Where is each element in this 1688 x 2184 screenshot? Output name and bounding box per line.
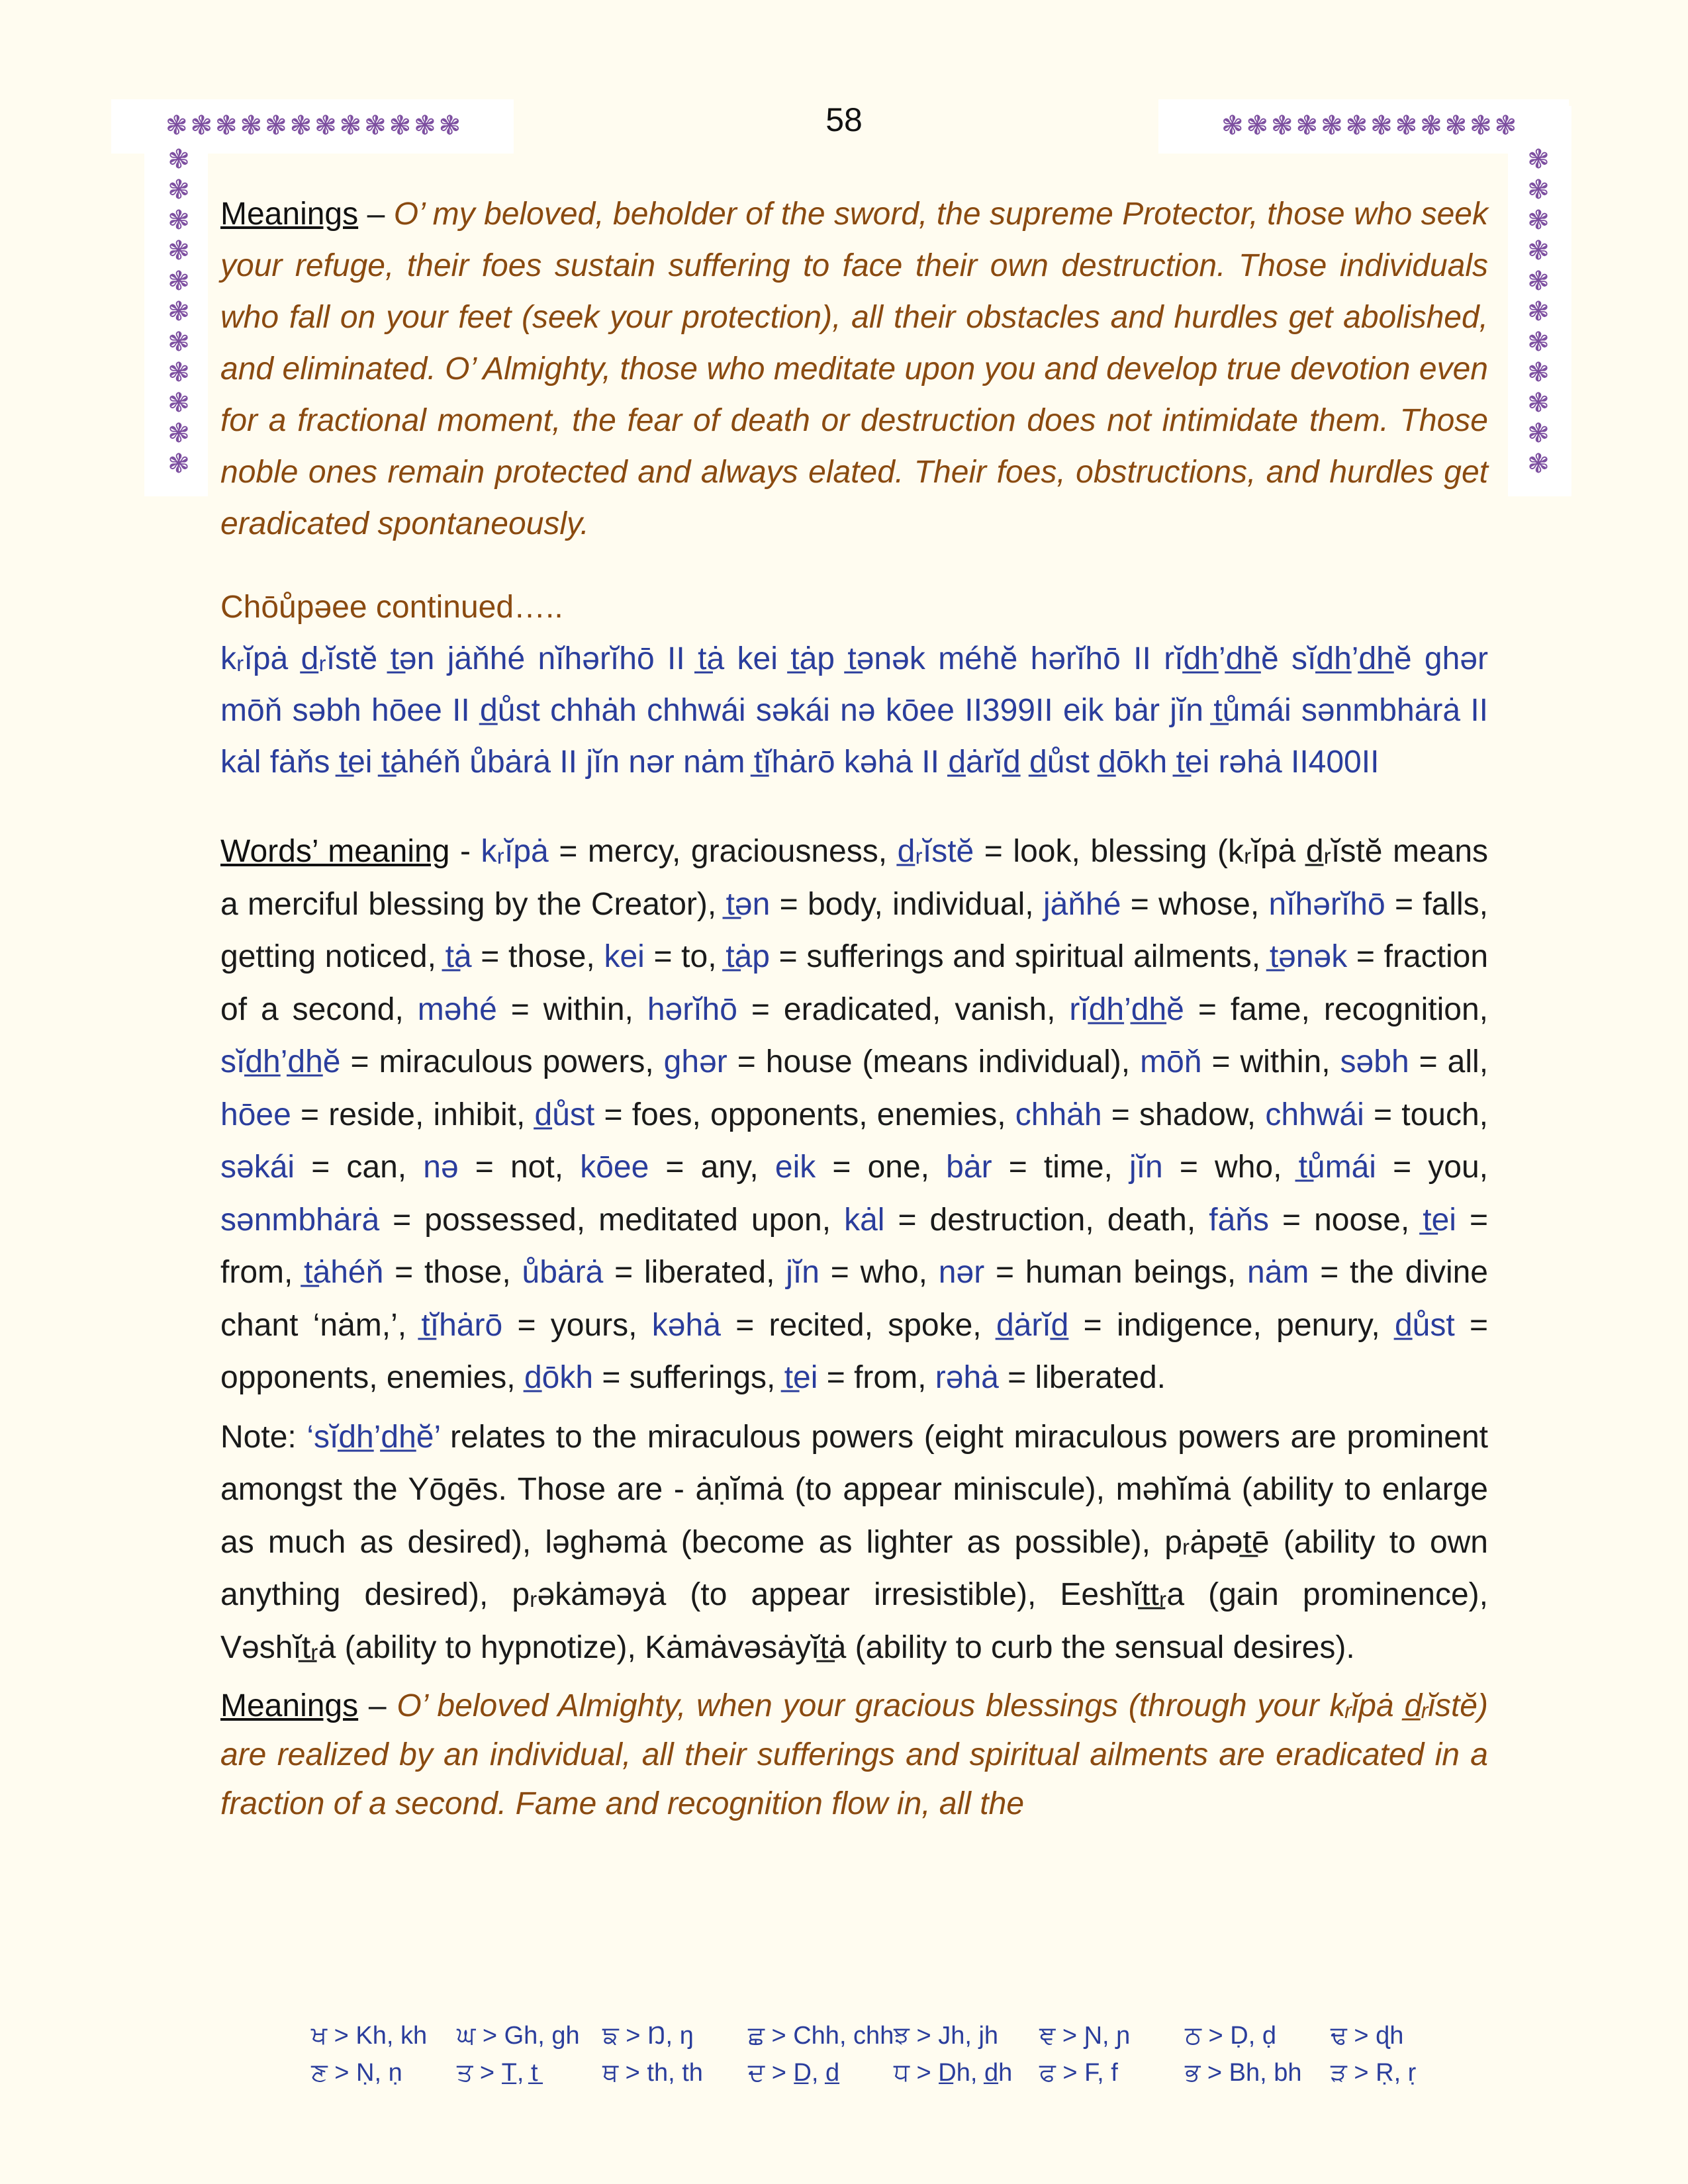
word-term: kei (604, 939, 645, 974)
legend-item: ਧ > D̲h, d̲h (894, 2059, 1013, 2087)
word-term: jĭn (1129, 1150, 1163, 1185)
words-meaning-paragraph (220, 825, 1488, 1404)
legend-item: ਞ > Ɲ, ɲ (1039, 2022, 1131, 2050)
page-content (220, 189, 1488, 1827)
word-definition: = noose, (1268, 1202, 1423, 1238)
word-definition: = body, individual, (770, 886, 1043, 922)
word-term: sĭd̲h̲’d̲h̲ĕ (220, 1044, 341, 1079)
ornament-glyph: ❃ (1527, 236, 1550, 266)
word-term: nər (938, 1255, 985, 1290)
word-definition: = not, (458, 1150, 581, 1185)
ornament-glyph: ❃ (1527, 144, 1550, 175)
word-definition: = you, (1376, 1150, 1489, 1185)
word-definition: = to, (644, 939, 726, 974)
word-definition: = eradicated, vanish, (737, 991, 1070, 1027)
word-term: ghər (663, 1044, 727, 1079)
word-definition: = one, (816, 1150, 947, 1185)
ornament-glyph: ❃ (167, 357, 190, 388)
word-definition: = house (means individual), (727, 1044, 1141, 1079)
word-definition: = destruction, death, (884, 1202, 1209, 1238)
word-term: chhwái (1265, 1097, 1364, 1132)
word-definition: = miraculous powers, (340, 1044, 664, 1079)
page-number: 58 (825, 101, 863, 138)
word-term: fȧňs (1209, 1202, 1269, 1238)
legend-item: ਥ > th, th (602, 2059, 703, 2087)
word-term: rəhȧ (935, 1360, 999, 1395)
word-definition: = fame, recognition, (1184, 991, 1489, 1027)
meanings-text-2: O’ beloved Almighty, when your gracious blessings (through your kᵣĭpȧ d̲ᵣĭstĕ) are realized by an individual, all their sufferings and spiritual ailments are eradicated in a fraction of a second. Fame and recognition flow in, all the (220, 1688, 1488, 1821)
meanings-paragraph (220, 189, 1488, 550)
ornament-glyph: ❃ (1527, 175, 1550, 205)
word-term: d̲ōkh (524, 1360, 594, 1395)
ornament-glyph: ❃ (167, 418, 190, 449)
word-term: bȧr (946, 1150, 992, 1185)
word-term: səkái (220, 1150, 295, 1185)
word-definition: = who, (1162, 1150, 1299, 1185)
word-term: d̲ůst (534, 1097, 595, 1132)
note-paragraph (220, 1411, 1488, 1674)
legend-item: ੜ > Ṛ, ṛ (1331, 2059, 1417, 2087)
ornament-glyph: ❃ (1527, 449, 1550, 479)
meanings-label-2: Meanings (220, 1688, 359, 1723)
legend-item: ਣ > Ṇ, ṇ (311, 2059, 402, 2087)
word-term: kəhȧ (651, 1307, 721, 1343)
word-definition: = touch, (1364, 1097, 1489, 1132)
word-term: chhȧh (1015, 1097, 1102, 1132)
word-definition: = yours, (502, 1307, 652, 1343)
word-definition: = recited, spoke, (720, 1307, 996, 1343)
word-term: hōee (220, 1097, 291, 1132)
word-term: jȧňhé (1043, 886, 1121, 922)
word-term: t̲ĭhȧrō (421, 1307, 503, 1343)
word-term: t̲ȧ (445, 939, 472, 974)
legend-item: ਭ > Bh, bh (1185, 2059, 1302, 2087)
word-term: mōň (1140, 1044, 1202, 1079)
ornament-glyph: ❃ (167, 236, 190, 266)
word-term: t̲ůmái (1298, 1150, 1376, 1185)
word-term: t̲ei (1423, 1202, 1456, 1238)
word-definition: = from, (220, 1202, 1489, 1290)
meanings-text: O’ my beloved, beholder of the sword, the supreme Protector, those who seek your refuge, their foes sustain suffering to face their own destruction. Those individuals who fall on your feet (seek your protection), all their obstacles and hurdles get abolished, and eliminated. O’ Almighty, those who meditate upon you and develop true devotion even for a fractional moment, the fear of death or destruction does not intimidate them. Those noble ones remain protected and always elated. Their foes, obstructions, and hurdles get eradicated spontaneously. (220, 197, 1488, 541)
word-term: t̲ȧp (726, 939, 770, 974)
ornament-glyph: ❃ (1527, 205, 1550, 236)
ornament-glyph: ❃ (1527, 296, 1550, 327)
word-term: eik (774, 1150, 816, 1185)
word-definition: = sufferings, (593, 1360, 784, 1395)
word-definition: = within, (496, 991, 647, 1027)
word-definition: = who, (819, 1255, 939, 1290)
words-meaning-dash: - (449, 834, 481, 869)
word-definition: = within, (1201, 1044, 1340, 1079)
word-definition: = foes, opponents, enemies, (594, 1097, 1015, 1132)
word-definition: = those, (383, 1255, 522, 1290)
word-definition: = human beings, (984, 1255, 1248, 1290)
word-definition: = any, (649, 1150, 775, 1185)
word-term: kȧl (844, 1202, 885, 1238)
legend-row-2 (311, 2054, 1503, 2091)
legend-item: ਠ > Ḍ, ḍ (1185, 2022, 1276, 2050)
note-text: relates to the miraculous powers (eight miraculous powers are prominent amongst the Yōgēs. Those are - ȧṇĭmȧ (to appear miniscule), məhĭmȧ (ability to enlarge as much as desired), ləghəmȧ (become as lighter as possible), pᵣȧpət̲ē (ability to own anything desired), pᵣəkȧməyȧ (to appear irresistible), Eeshĭt̲t̲ᵣa (gain prominence), Vəshĭt̲ᵣȧ (ability to hypnotize), Kȧmȧvəsȧyĭt̲ȧ (ability to curb the sensual desires). (220, 1419, 1489, 1665)
legend-item: ਘ > Gh, gh (457, 2022, 580, 2050)
word-definition: = indigence, penury, (1068, 1307, 1395, 1343)
word-definition: = those, (471, 939, 604, 974)
note-label: Note: (220, 1419, 307, 1455)
word-term: səbh (1340, 1044, 1409, 1079)
ornament-glyph: ❃ (167, 266, 190, 296)
word-term: nĭhərĭhō (1268, 886, 1385, 922)
word-term: məhé (417, 991, 497, 1027)
legend-item: ਫ > F, f (1039, 2059, 1118, 2087)
word-term: sənmbhȧrȧ (220, 1202, 380, 1238)
meanings-paragraph-2 (220, 1682, 1488, 1827)
ornament-glyph: ❃ (1527, 388, 1550, 418)
meanings-dash: – (358, 197, 394, 232)
word-term: d̲ᵣĭstĕ (897, 834, 974, 869)
word-definition: = look, blessing (kᵣĭpȧ d̲ᵣĭstĕ means a merciful blessing by the Creator), (220, 834, 1489, 922)
word-term: d̲ůst (1394, 1307, 1455, 1343)
word-definition: = liberated, (603, 1255, 786, 1290)
legend-item: ਤ > T̲, t̲ (457, 2059, 538, 2087)
legend-item: ਖ > Kh, kh (311, 2022, 428, 2050)
ornament-row-right: ❃❃❃❃❃❃❃❃❃❃❃❃ (1221, 111, 1520, 141)
word-term: ůbȧrȧ (522, 1255, 604, 1290)
legend-item: ਝ > Jh, jh (894, 2022, 999, 2050)
word-definition: = liberated. (998, 1360, 1166, 1395)
word-term: t̲ei (784, 1360, 818, 1395)
word-definition: = all, (1409, 1044, 1489, 1079)
ornament-row-left: ❃❃❃❃❃❃❃❃❃❃❃❃ (165, 111, 464, 141)
word-term: t̲ənək (1269, 939, 1348, 974)
word-term: kōee (580, 1150, 649, 1185)
ornament-column-right (1524, 144, 1553, 479)
ornament-glyph: ❃ (167, 144, 190, 175)
legend-item: ਛ > Chh, chh (748, 2022, 894, 2050)
word-term: nə (423, 1150, 459, 1185)
word-term: nȧm (1247, 1255, 1309, 1290)
word-term: hərĭhō (647, 991, 737, 1027)
ornament-glyph: ❃ (1527, 327, 1550, 357)
word-definition: = whose, (1121, 886, 1269, 922)
words-meaning-label: Words’ meaning (220, 834, 450, 869)
ornament-glyph: ❃ (167, 205, 190, 236)
word-definition: = time, (992, 1150, 1130, 1185)
word-definition: = can, (295, 1150, 424, 1185)
word-definition: = mercy, graciousness, (548, 834, 898, 869)
ornament-glyph: ❃ (167, 449, 190, 479)
chaupai-verse: kᵣĭpȧ d̲ᵣĭstĕ t̲ən jȧňhé nĭhərĭhō II t̲ȧ kei t̲ȧp t̲ənək méhĕ hərĭhō II rĭd̲h̲’d̲h̲ĕ sĭd̲h̲’d̲h̲ĕ ghər mōň səbh hōee II d̲ůst chhȧh chhwái səkái nə kōee II399II eik bȧr jĭn t̲ůmái sənmbhȧrȧ II kȧl fȧňs t̲ei t̲ȧhéň ůbȧrȧ II jĭn nər nȧm t̲ĭhȧrō kəhȧ II d̲ȧrĭd̲ d̲ůst d̲ōkh t̲ei rəhȧ II400II (220, 641, 1488, 780)
legend-item: ਢ > ɖh (1331, 2022, 1404, 2050)
note-term: ‘sĭd̲h̲’d̲h̲ĕ’ (306, 1419, 440, 1455)
legend-item: ਙ > Ŋ, ŋ (602, 2022, 694, 2050)
meanings-label: Meanings (220, 197, 359, 232)
word-term: t̲ən (726, 886, 771, 922)
word-definition: = falls, getting noticed, (220, 886, 1489, 974)
ornament-column-left (164, 144, 193, 479)
word-definition: = reside, inhibit, (291, 1097, 535, 1132)
ornament-glyph: ❃ (167, 175, 190, 205)
word-definition: = sufferings and spiritual ailments, (769, 939, 1270, 974)
word-definition: = from, (818, 1360, 935, 1395)
legend-row-1 (311, 2017, 1503, 2054)
ornament-glyph: ❃ (167, 388, 190, 418)
meanings-dash-2: – (358, 1688, 397, 1723)
word-term: d̲ȧrĭd̲ (996, 1307, 1069, 1343)
word-definition: = shadow, (1102, 1097, 1266, 1132)
chaupai-heading: Chōůpəee continued….. (220, 590, 563, 625)
word-term: jĭn (786, 1255, 820, 1290)
word-definition: = fraction of a second, (220, 939, 1489, 1027)
word-definition: = possessed, meditated upon, (379, 1202, 845, 1238)
ornament-glyph: ❃ (167, 327, 190, 357)
ornament-glyph: ❃ (167, 296, 190, 327)
word-term: t̲ȧhéň (304, 1255, 384, 1290)
transliteration-legend (311, 2017, 1503, 2091)
word-term: kᵣĭpȧ (481, 834, 549, 869)
ornament-glyph: ❃ (1527, 266, 1550, 296)
word-definition: = opponents, enemies, (220, 1307, 1489, 1395)
ornament-glyph: ❃ (1527, 357, 1550, 388)
words-meaning-list (220, 834, 1488, 1395)
legend-item: ਦ > D̲, d̲ (748, 2059, 840, 2087)
ornament-glyph: ❃ (1527, 418, 1550, 449)
word-term: rĭd̲h̲’d̲h̲ĕ (1069, 991, 1184, 1027)
word-definition: = the divine chant ‘nȧm,’, (220, 1255, 1489, 1343)
